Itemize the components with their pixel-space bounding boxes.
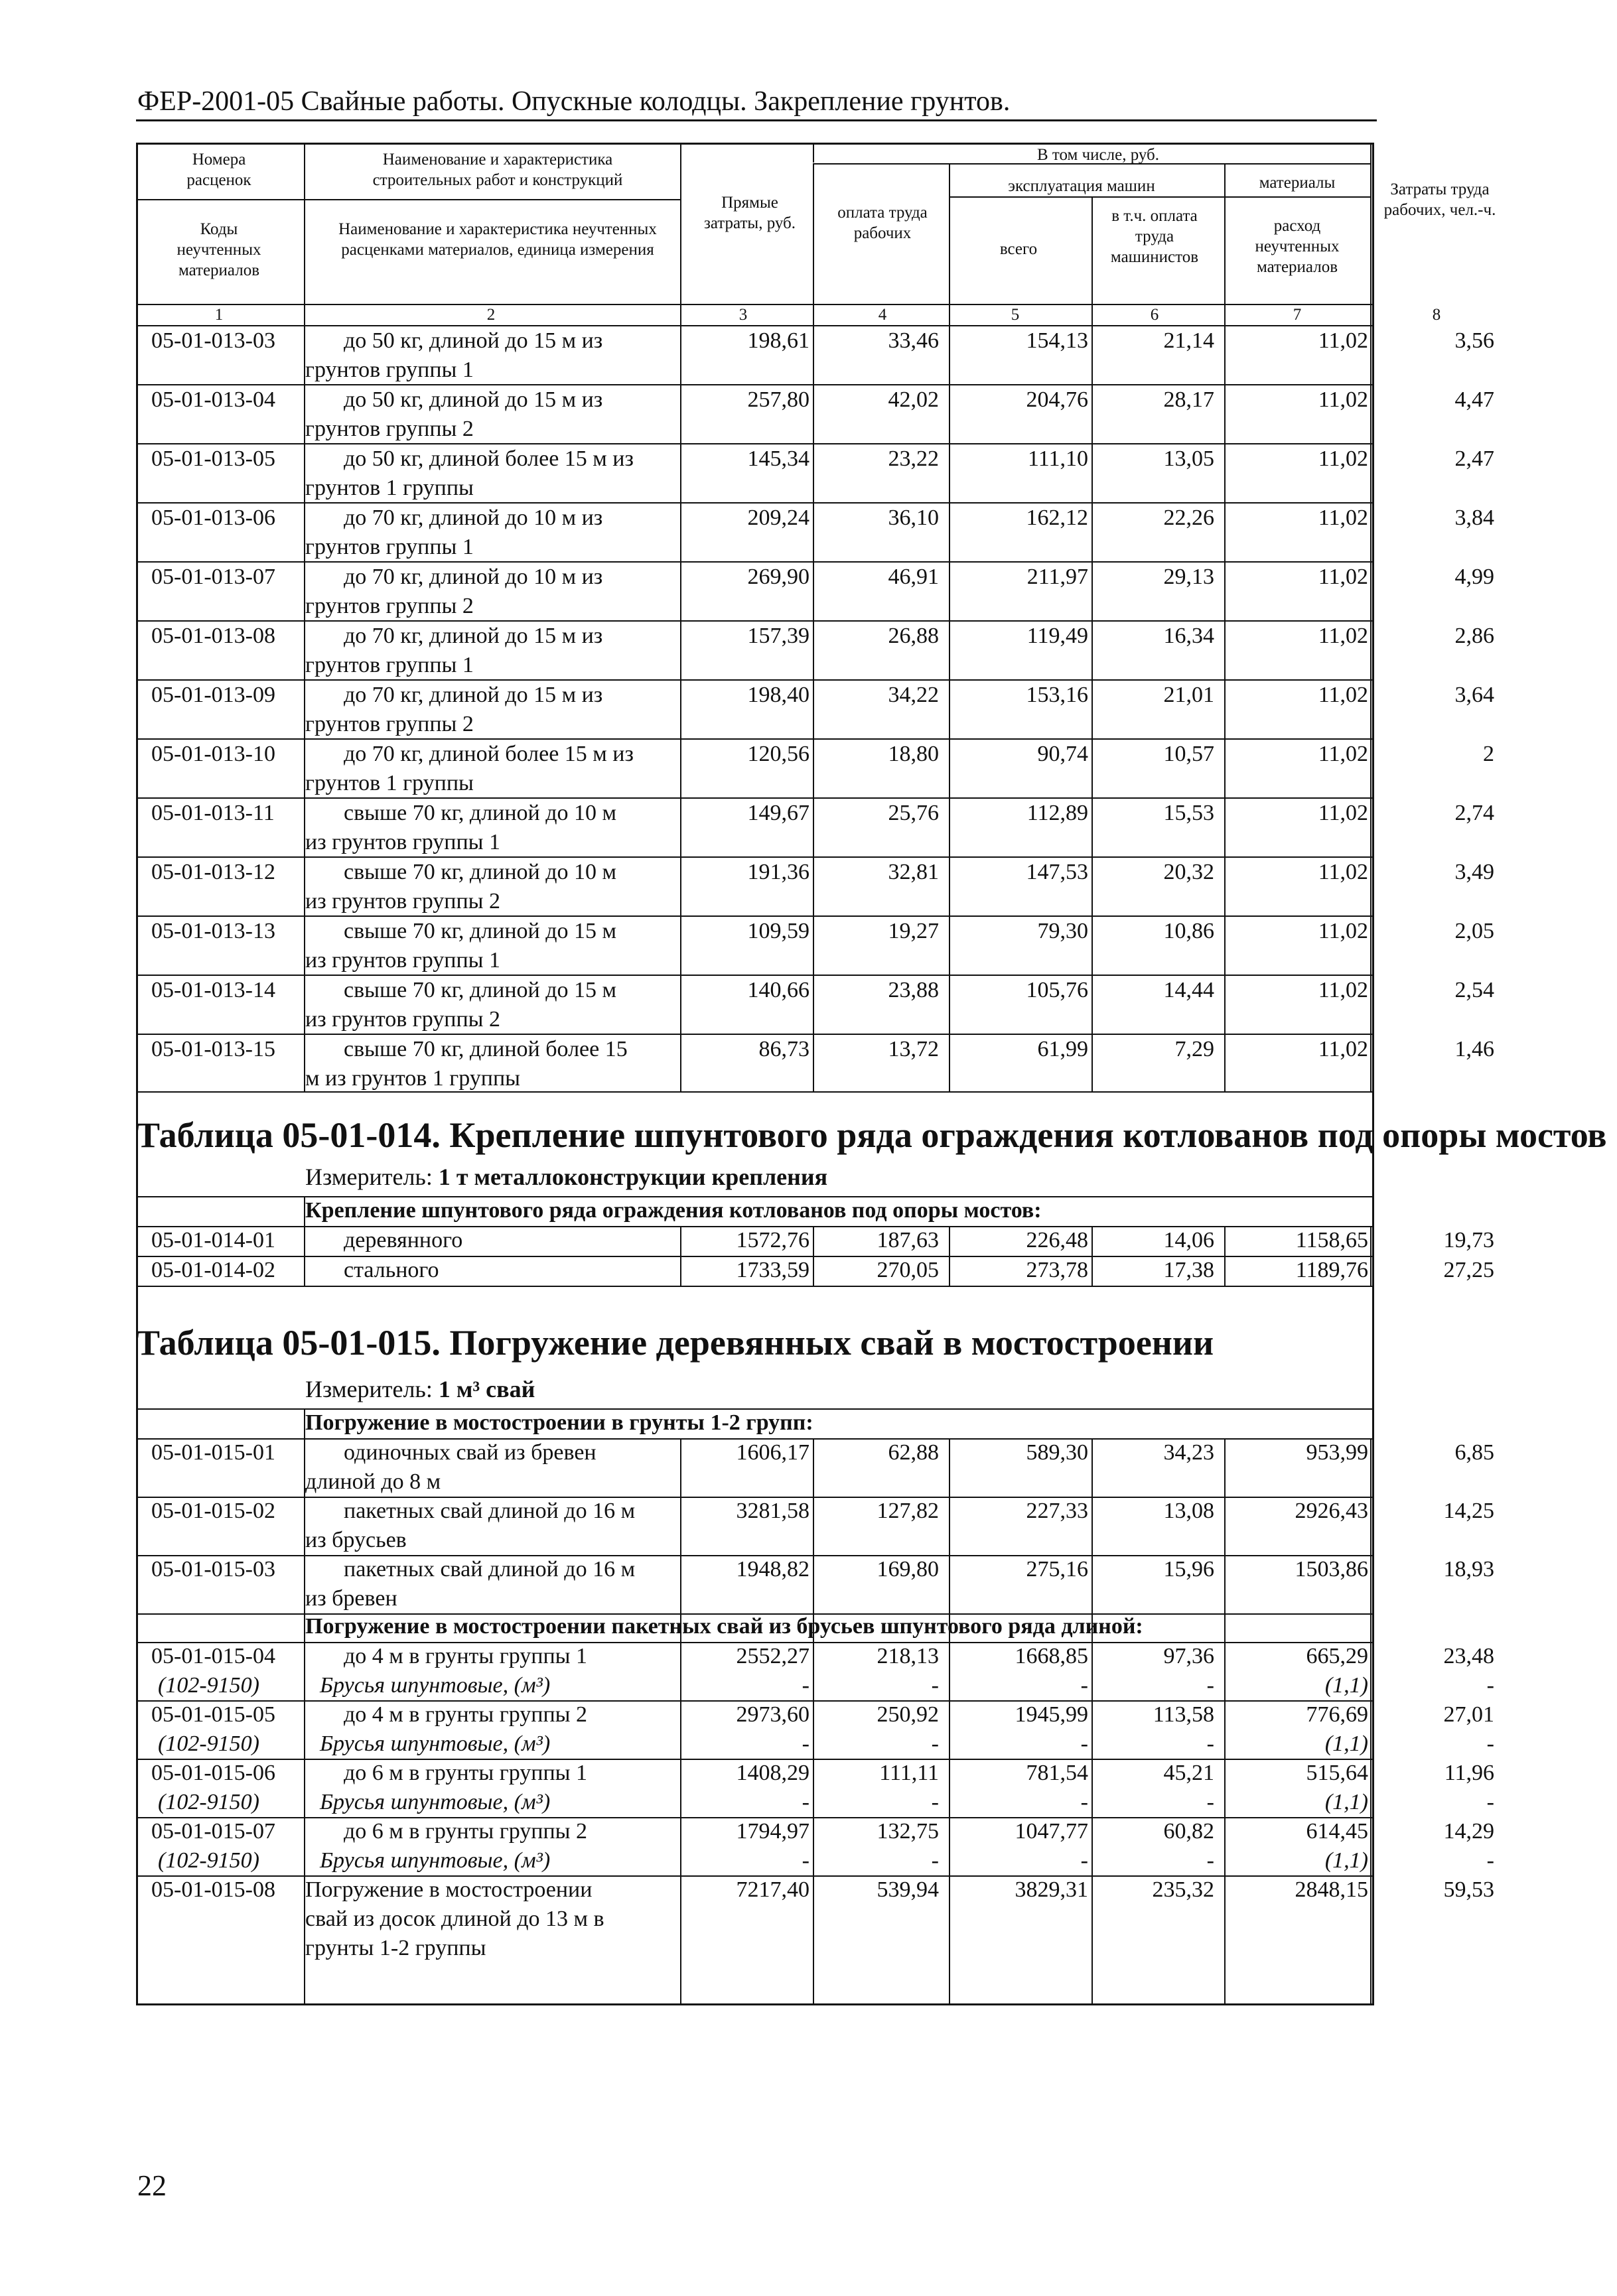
col-number-5: 5: [1011, 306, 1020, 324]
materials: 11,02: [1318, 387, 1368, 412]
materials: 11,02: [1318, 446, 1368, 471]
material-materials: (1,1): [1324, 1848, 1368, 1873]
rule: [136, 1286, 1374, 1287]
material-direct-cost: -: [802, 1731, 809, 1756]
header-materials: материалы: [1259, 174, 1336, 192]
machines-total: 90,74: [1037, 742, 1088, 766]
labor-pay: 32,81: [888, 860, 939, 884]
material-labor-hours: -: [1486, 1848, 1494, 1873]
materials: 11,02: [1318, 860, 1368, 884]
machines-total: 211,97: [1026, 565, 1088, 589]
labor-hours: 3,64: [1454, 683, 1494, 707]
machines-total: 589,30: [1026, 1440, 1088, 1465]
col-number-3: 3: [738, 306, 748, 324]
rate-code: 05-01-013-03: [151, 328, 275, 353]
direct-cost: 120,56: [747, 742, 809, 766]
rule: [949, 196, 1370, 198]
rule: [1091, 196, 1093, 305]
rule: [680, 1438, 681, 2005]
rate-code: 05-01-013-10: [151, 742, 275, 766]
machines-total: 79,30: [1037, 919, 1088, 943]
labor-pay: 539,94: [877, 1877, 939, 1902]
name-line-1: до 4 м в грунты группы 1: [344, 1644, 587, 1668]
labor-hours: 2,05: [1454, 919, 1494, 943]
header-machines: эксплуатация машин: [1008, 177, 1155, 195]
direct-cost: 257,80: [747, 387, 809, 412]
rate-code: 05-01-015-08: [151, 1877, 275, 1902]
labor-hours: 19,73: [1443, 1228, 1494, 1252]
col-number-6: 6: [1150, 306, 1159, 324]
machinist-pay: 15,96: [1163, 1557, 1214, 1582]
material-name: Брусья шпунтовые, (м³): [320, 1848, 551, 1873]
labor-pay: 218,13: [877, 1644, 939, 1668]
header-in-total: В том числе, руб.: [1036, 146, 1160, 164]
title-rule: [136, 119, 1377, 121]
machines-total: 154,13: [1026, 328, 1088, 353]
name-line-1: свыше 70 кг, длиной до 10 м: [344, 860, 617, 884]
machines-total: 119,49: [1026, 624, 1088, 648]
name-line-2: м из грунтов 1 группы: [305, 1066, 521, 1091]
labor-hours: 18,93: [1443, 1557, 1494, 1582]
labor-hours: 1,46: [1454, 1037, 1494, 1061]
name-line-2: грунтов группы 1: [305, 653, 474, 677]
labor-hours: 27,25: [1443, 1258, 1494, 1282]
material-labor-pay: -: [931, 1848, 939, 1873]
measure-value: 1 т металлоконструкции крепления: [438, 1164, 828, 1190]
labor-pay: 187,63: [877, 1228, 939, 1252]
rate-code: 05-01-015-03: [151, 1557, 275, 1582]
name-line-1: свыше 70 кг, длиной до 15 м: [344, 919, 617, 943]
name-line-1: свыше 70 кг, длиной до 15 м: [344, 978, 617, 1002]
table-014-title: Таблица 05-01-014. Крепление шпунтового ряда ограждения котлованов под опоры мостов: [136, 1115, 1607, 1155]
col-number-1: 1: [214, 306, 224, 324]
machinist-pay: 16,34: [1163, 624, 1214, 648]
machines-total: 1945,99: [1015, 1702, 1088, 1727]
labor-hours: 3,84: [1454, 506, 1494, 530]
rate-code: 05-01-013-04: [151, 387, 275, 412]
materials: 1189,76: [1295, 1258, 1368, 1282]
labor-pay: 46,91: [888, 565, 939, 589]
name-line-1: стального: [344, 1258, 439, 1282]
material-machinist-pay: -: [1206, 1848, 1214, 1873]
header-labor-cost: Затраты труда рабочих, чел.-ч.: [1383, 180, 1496, 219]
labor-pay: 23,22: [888, 446, 939, 471]
material-machines-total: -: [1080, 1731, 1088, 1756]
rate-code: 05-01-013-09: [151, 683, 275, 707]
machinist-pay: 14,44: [1163, 978, 1214, 1002]
machinist-pay: 10,57: [1163, 742, 1214, 766]
direct-cost: 109,59: [747, 919, 809, 943]
header-materials-use: расход неучтенных материалов: [1255, 217, 1340, 276]
labor-pay: 169,80: [877, 1557, 939, 1582]
material-machinist-pay: -: [1206, 1731, 1214, 1756]
rule: [304, 1196, 305, 1286]
material-code: (102-9150): [158, 1731, 259, 1756]
table-015-measure: [305, 1375, 535, 1404]
rate-code: 05-01-013-14: [151, 978, 275, 1002]
rule: [136, 1091, 1374, 1093]
machines-total: 275,16: [1026, 1557, 1088, 1582]
material-machines-total: -: [1080, 1673, 1088, 1698]
machines-total: 162,12: [1026, 506, 1088, 530]
machines-total: 204,76: [1026, 387, 1088, 412]
rule: [680, 1226, 681, 1286]
header-c1-bottom: Коды неучтенных материалов: [176, 220, 261, 279]
header-machinist: в т.ч. оплата труда машинистов: [1110, 207, 1199, 266]
measure-value: 1 м³ свай: [438, 1376, 535, 1402]
direct-cost: 191,36: [747, 860, 809, 884]
rule: [1091, 1226, 1093, 1286]
labor-pay: 270,05: [877, 1258, 939, 1282]
rule: [813, 1438, 814, 2005]
machinist-pay: 28,17: [1163, 387, 1214, 412]
materials: 11,02: [1318, 742, 1368, 766]
name-line-1: одиночных свай из бревен: [344, 1440, 597, 1465]
col-rule-3: [813, 163, 814, 1091]
machinist-pay: 21,14: [1163, 328, 1214, 353]
labor-pay: 250,92: [877, 1702, 939, 1727]
header-machines-total: всего: [999, 240, 1038, 258]
machines-total: 112,89: [1026, 801, 1088, 825]
rule: [1370, 1226, 1371, 1286]
header-c1-top: Номера расценок: [186, 151, 251, 189]
table-015-group-1: Погружение в мостостроении в грунты 1-2 групп:: [305, 1410, 813, 1435]
labor-pay: 127,82: [877, 1499, 939, 1523]
machinist-pay: 29,13: [1163, 565, 1214, 589]
name-line-2: свай из досок длиной до 13 м в: [305, 1907, 604, 1931]
header-c2-top: Наименование и характеристика строительных работ и конструкций: [372, 151, 623, 189]
name-line-1: свыше 70 кг, длиной до 10 м: [344, 801, 617, 825]
col-rule-2: [680, 143, 681, 1091]
material-materials: (1,1): [1324, 1731, 1368, 1756]
labor-hours: 3,56: [1454, 328, 1494, 353]
name-line-2: грунтов 1 группы: [305, 476, 474, 500]
material-direct-cost: -: [802, 1673, 809, 1698]
name-line-2: грунтов группы 1: [305, 535, 474, 559]
labor-hours: 2: [1483, 742, 1494, 766]
rate-code: 05-01-013-12: [151, 860, 275, 884]
direct-cost: 1733,59: [736, 1258, 809, 1282]
name-line-2: из грунтов группы 1: [305, 830, 501, 854]
direct-cost: 7217,40: [736, 1877, 809, 1902]
material-materials: (1,1): [1324, 1790, 1368, 1814]
direct-cost: 157,39: [747, 624, 809, 648]
machinist-pay: 97,36: [1163, 1644, 1214, 1668]
materials: 2848,15: [1295, 1877, 1368, 1902]
machinist-pay: 10,86: [1163, 919, 1214, 943]
direct-cost: 1606,17: [736, 1440, 809, 1465]
rate-code: 05-01-014-02: [151, 1258, 275, 1282]
machinist-pay: 60,82: [1163, 1819, 1214, 1844]
labor-hours: 2,47: [1454, 446, 1494, 471]
materials: 11,02: [1318, 683, 1368, 707]
rule: [136, 199, 680, 200]
labor-hours: 27,01: [1443, 1702, 1494, 1727]
direct-cost: 1948,82: [736, 1557, 809, 1582]
labor-hours: 6,85: [1454, 1440, 1494, 1465]
name-line-2: длиной до 8 м: [305, 1469, 441, 1494]
rate-code: 05-01-015-04: [151, 1644, 275, 1668]
machines-total: 227,33: [1026, 1499, 1088, 1523]
labor-pay: 33,46: [888, 328, 939, 353]
materials: 515,64: [1306, 1761, 1368, 1785]
name-line-1: до 70 кг, длиной до 15 м из: [344, 683, 603, 707]
direct-cost: 269,90: [747, 565, 809, 589]
labor-pay: 13,72: [888, 1037, 939, 1061]
labor-pay: 25,76: [888, 801, 939, 825]
direct-cost: 2552,27: [736, 1644, 809, 1668]
rule: [1091, 1438, 1093, 2005]
machinist-pay: 17,38: [1163, 1258, 1214, 1282]
rate-code: 05-01-015-05: [151, 1702, 275, 1727]
machines-total: 61,99: [1037, 1037, 1088, 1061]
material-labor-hours: -: [1486, 1673, 1494, 1698]
labor-hours: 2,54: [1454, 978, 1494, 1002]
material-direct-cost: -: [802, 1790, 809, 1814]
machinist-pay: 20,32: [1163, 860, 1214, 884]
material-code: (102-9150): [158, 1673, 259, 1698]
labor-pay: 36,10: [888, 506, 939, 530]
col-number-2: 2: [486, 306, 496, 324]
name-line-2: из бревен: [305, 1586, 397, 1611]
rule: [136, 304, 1374, 305]
labor-hours: 11,96: [1444, 1761, 1494, 1785]
rate-code: 05-01-015-02: [151, 1499, 275, 1523]
labor-pay: 26,88: [888, 624, 939, 648]
labor-hours: 2,86: [1454, 624, 1494, 648]
direct-cost: 198,61: [747, 328, 809, 353]
material-labor-hours: -: [1486, 1790, 1494, 1814]
direct-cost: 1794,97: [736, 1819, 809, 1844]
material-labor-pay: -: [931, 1790, 939, 1814]
materials: 665,29: [1306, 1644, 1368, 1668]
direct-cost: 1572,76: [736, 1228, 809, 1252]
name-line-1: до 50 кг, длиной более 15 м из: [344, 446, 634, 471]
machinist-pay: 113,58: [1153, 1702, 1214, 1727]
machinist-pay: 13,08: [1163, 1499, 1214, 1523]
col-rule-7: [1370, 143, 1371, 1091]
name-line-1: до 70 кг, длиной более 15 м из: [344, 742, 634, 766]
material-labor-pay: -: [931, 1731, 939, 1756]
materials: 2926,43: [1295, 1499, 1368, 1523]
materials: 11,02: [1318, 328, 1368, 353]
direct-cost: 140,66: [747, 978, 809, 1002]
labor-hours: 14,25: [1443, 1499, 1494, 1523]
machines-total: 781,54: [1026, 1761, 1088, 1785]
direct-cost: 198,40: [747, 683, 809, 707]
labor-pay: 19,27: [888, 919, 939, 943]
name-line-2: из брусьев: [305, 1528, 407, 1552]
labor-hours: 23,48: [1443, 1644, 1494, 1668]
rate-code: 05-01-014-01: [151, 1228, 275, 1252]
name-line-1: до 50 кг, длиной до 15 м из: [344, 328, 603, 353]
direct-cost: 2973,60: [736, 1702, 809, 1727]
direct-cost: 145,34: [747, 446, 809, 471]
rate-code: 05-01-015-07: [151, 1819, 275, 1844]
direct-cost: 86,73: [758, 1037, 809, 1061]
machines-total: 1668,85: [1015, 1644, 1088, 1668]
materials: 11,02: [1318, 565, 1368, 589]
labor-hours: 4,99: [1454, 565, 1494, 589]
name-line-1: до 70 кг, длиной до 15 м из: [344, 624, 603, 648]
labor-pay: 62,88: [888, 1440, 939, 1465]
direct-cost: 209,24: [747, 506, 809, 530]
materials: 614,45: [1306, 1819, 1368, 1844]
labor-pay: 34,22: [888, 683, 939, 707]
table-014-measure: [305, 1162, 827, 1191]
rate-code: 05-01-013-13: [151, 919, 275, 943]
rule: [813, 143, 814, 163]
materials: 953,99: [1306, 1440, 1368, 1465]
material-name: Брусья шпунтовые, (м³): [320, 1790, 551, 1814]
materials: 11,02: [1318, 624, 1368, 648]
labor-pay: 132,75: [877, 1819, 939, 1844]
measure-label: Измеритель:: [305, 1164, 433, 1190]
material-machinist-pay: -: [1206, 1790, 1214, 1814]
col-number-8: 8: [1432, 306, 1441, 324]
labor-hours: 59,53: [1443, 1877, 1494, 1902]
material-code: (102-9150): [158, 1848, 259, 1873]
name-line-2: грунтов группы 2: [305, 712, 474, 736]
name-line-2: грунтов группы 1: [305, 358, 474, 382]
name-line-1: до 70 кг, длиной до 10 м из: [344, 506, 603, 530]
labor-hours: 2,74: [1454, 801, 1494, 825]
name-line-1: деревянного: [344, 1228, 463, 1252]
labor-hours: 4,47: [1454, 387, 1494, 412]
table-015-group-2: Погружение в мостостроении пакетных свай из брусьев шпунтового ряда длиной:: [305, 1614, 1143, 1639]
material-machines-total: -: [1080, 1790, 1088, 1814]
col-rule-5: [1091, 304, 1093, 1091]
material-name: Брусья шпунтовые, (м³): [320, 1673, 551, 1698]
name-line-1: до 50 кг, длиной до 15 м из: [344, 387, 603, 412]
material-labor-hours: -: [1486, 1731, 1494, 1756]
machinist-pay: 21,01: [1163, 683, 1214, 707]
material-direct-cost: -: [802, 1848, 809, 1873]
materials: 1158,65: [1295, 1228, 1368, 1252]
machinist-pay: 13,05: [1163, 446, 1214, 471]
rate-code: 05-01-013-07: [151, 565, 275, 589]
col-number-7: 7: [1293, 306, 1302, 324]
name-line-3: грунты 1-2 группы: [305, 1936, 486, 1960]
machinist-pay: 235,32: [1152, 1877, 1214, 1902]
materials: 11,02: [1318, 1037, 1368, 1061]
header-labor: оплата труда рабочих: [837, 204, 928, 242]
name-line-2: из грунтов группы 2: [305, 1007, 501, 1032]
materials: 11,02: [1318, 919, 1368, 943]
rate-code: 05-01-013-11: [151, 801, 275, 825]
name-line-1: до 6 м в грунты группы 2: [344, 1819, 587, 1844]
machinist-pay: 7,29: [1174, 1037, 1214, 1061]
labor-hours: 3,49: [1454, 860, 1494, 884]
machines-total: 1047,77: [1015, 1819, 1088, 1844]
material-labor-pay: -: [931, 1673, 939, 1698]
machines-total: 226,48: [1026, 1228, 1088, 1252]
name-line-1: Погружение в мостостроении: [305, 1877, 593, 1902]
header-c2-bottom: Наименование и характеристика неучтенных расценками материалов, единица измерения: [338, 220, 657, 259]
material-name: Брусья шпунтовые, (м³): [320, 1731, 551, 1756]
rate-code: 05-01-013-15: [151, 1037, 275, 1061]
machines-total: 111,10: [1028, 446, 1088, 471]
table-015-title: Таблица 05-01-015. Погружение деревянных свай в мостостроении: [136, 1323, 1214, 1363]
materials: 11,02: [1318, 506, 1368, 530]
rate-code: 05-01-015-01: [151, 1440, 275, 1465]
materials: 11,02: [1318, 978, 1368, 1002]
machines-total: 147,53: [1026, 860, 1088, 884]
direct-cost: 3281,58: [736, 1499, 809, 1523]
materials: 1503,86: [1295, 1557, 1368, 1582]
labor-pay: 111,11: [879, 1761, 939, 1785]
machinist-pay: 15,53: [1163, 801, 1214, 825]
material-machines-total: -: [1080, 1848, 1088, 1873]
material-materials: (1,1): [1324, 1673, 1368, 1698]
machinist-pay: 14,06: [1163, 1228, 1214, 1252]
labor-pay: 42,02: [888, 387, 939, 412]
material-code: (102-9150): [158, 1790, 259, 1814]
rule: [1370, 1438, 1371, 2005]
table-014-group: Крепление шпунтового ряда ограждения котлованов под опоры мостов:: [305, 1198, 1042, 1223]
rate-code: 05-01-013-06: [151, 506, 275, 530]
page-number: 22: [137, 2169, 167, 2202]
header-c3: Прямые затраты, руб.: [703, 194, 796, 232]
measure-label: Измеритель:: [305, 1376, 433, 1402]
material-machinist-pay: -: [1206, 1673, 1214, 1698]
labor-pay: 18,80: [888, 742, 939, 766]
machines-total: 105,76: [1026, 978, 1088, 1002]
direct-cost: 149,67: [747, 801, 809, 825]
rule: [813, 163, 1370, 165]
name-line-1: до 4 м в грунты группы 2: [344, 1702, 587, 1727]
direct-cost: 1408,29: [736, 1761, 809, 1785]
materials: 776,69: [1306, 1702, 1368, 1727]
machines-total: 3829,31: [1015, 1877, 1088, 1902]
machines-total: 273,78: [1026, 1258, 1088, 1282]
rate-code: 05-01-013-05: [151, 446, 275, 471]
rule: [813, 1226, 814, 1286]
name-line-1: до 6 м в грунты группы 1: [344, 1761, 587, 1785]
machines-total: 153,16: [1026, 683, 1088, 707]
page-title: ФЕР-2001-05 Свайные работы. Опускные колодцы. Закрепление грунтов.: [137, 86, 1011, 117]
name-line-2: грунтов группы 2: [305, 594, 474, 618]
labor-hours: 14,29: [1443, 1819, 1494, 1844]
rate-code: 05-01-015-06: [151, 1761, 275, 1785]
machinist-pay: 45,21: [1163, 1761, 1214, 1785]
labor-pay: 23,88: [888, 978, 939, 1002]
name-line-2: из грунтов группы 1: [305, 948, 501, 973]
name-line-1: свыше 70 кг, длиной более 15: [344, 1037, 628, 1061]
rate-code: 05-01-013-08: [151, 624, 275, 648]
materials: 11,02: [1318, 801, 1368, 825]
name-line-1: пакетных свай длиной до 16 м: [344, 1557, 636, 1582]
machinist-pay: 22,26: [1163, 506, 1214, 530]
machinist-pay: 34,23: [1163, 1440, 1214, 1465]
name-line-2: грунтов 1 группы: [305, 771, 474, 795]
name-line-2: грунтов группы 2: [305, 417, 474, 441]
name-line-1: до 70 кг, длиной до 10 м из: [344, 565, 603, 589]
name-line-2: из грунтов группы 2: [305, 889, 501, 913]
col-number-4: 4: [878, 306, 887, 324]
name-line-1: пакетных свай длиной до 16 м: [344, 1499, 636, 1523]
